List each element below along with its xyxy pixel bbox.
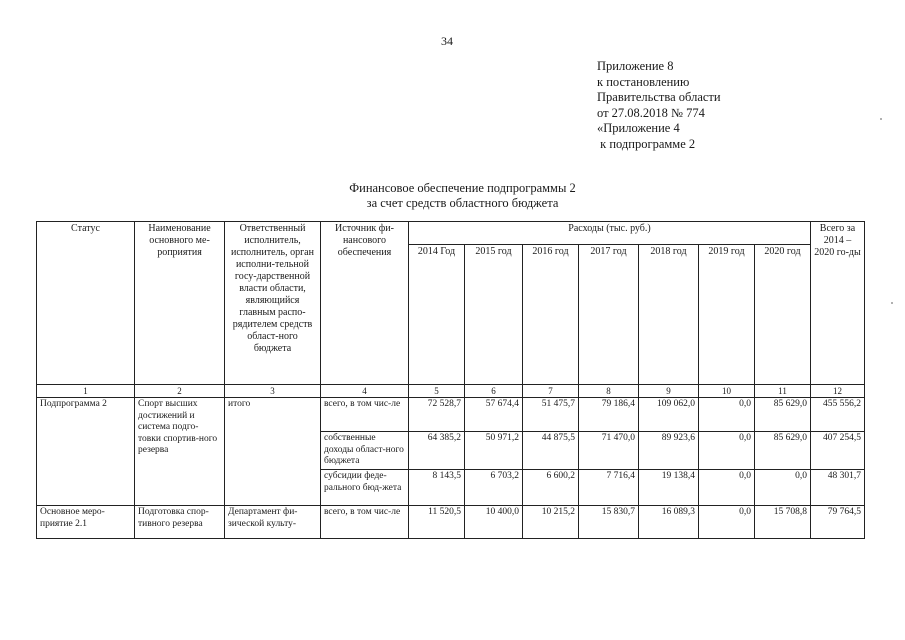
annex-line: Приложение 8 bbox=[597, 59, 674, 73]
value-cell: 11 520,5 bbox=[409, 506, 465, 539]
value-cell: 51 475,7 bbox=[523, 398, 579, 432]
value-cell: 50 971,2 bbox=[465, 432, 523, 470]
table-row bbox=[37, 506, 865, 539]
column-number: 7 bbox=[523, 385, 579, 398]
row-source: субсидии феде-рального бюд-жета bbox=[321, 470, 409, 506]
header-year: 2019 год bbox=[699, 245, 755, 385]
column-number: 10 bbox=[699, 385, 755, 398]
column-number: 5 bbox=[409, 385, 465, 398]
title-line-1: Финансовое обеспечение подпрограммы 2 bbox=[349, 181, 576, 195]
column-number: 12 bbox=[811, 385, 865, 398]
value-cell: 79 186,4 bbox=[579, 398, 639, 432]
value-cell: 16 089,3 bbox=[639, 506, 699, 539]
header-year: 2016 год bbox=[523, 245, 579, 385]
total-cell: 79 764,5 bbox=[811, 506, 865, 539]
row-source: собственные доходы област-ного бюджета bbox=[321, 432, 409, 470]
row-source: всего, в том чис-ле bbox=[321, 506, 409, 539]
scan-speck bbox=[891, 302, 893, 304]
header-total: Всего за 2014 – 2020 го-ды bbox=[811, 222, 865, 385]
column-number: 9 bbox=[639, 385, 699, 398]
row-name: Подготовка спор-тивного резерва bbox=[135, 506, 225, 539]
value-cell: 85 629,0 bbox=[755, 432, 811, 470]
row-responsible: Департамент фи-зической культу- bbox=[225, 506, 321, 539]
value-cell: 19 138,4 bbox=[639, 470, 699, 506]
value-cell: 15 708,8 bbox=[755, 506, 811, 539]
header-year: 2014 Год bbox=[409, 245, 465, 385]
header-row bbox=[37, 222, 865, 245]
table-row bbox=[37, 398, 865, 432]
value-cell: 64 385,2 bbox=[409, 432, 465, 470]
page-number: 34 bbox=[441, 34, 453, 48]
title-line-2: за счет средств областного бюджета bbox=[366, 195, 559, 210]
value-cell: 15 830,7 bbox=[579, 506, 639, 539]
header-name: Наименование основного ме-роприятия bbox=[135, 222, 225, 385]
column-number: 6 bbox=[465, 385, 523, 398]
value-cell: 10 400,0 bbox=[465, 506, 523, 539]
column-number: 3 bbox=[225, 385, 321, 398]
value-cell: 6 600,2 bbox=[523, 470, 579, 506]
value-cell: 8 143,5 bbox=[409, 470, 465, 506]
value-cell: 0,0 bbox=[699, 506, 755, 539]
column-number: 4 bbox=[321, 385, 409, 398]
scan-speck bbox=[880, 118, 882, 120]
value-cell: 85 629,0 bbox=[755, 398, 811, 432]
value-cell: 6 703,2 bbox=[465, 470, 523, 506]
value-cell: 44 875,5 bbox=[523, 432, 579, 470]
header-source: Источник фи-нансового обеспечения bbox=[321, 222, 409, 385]
header-year: 2017 год bbox=[579, 245, 639, 385]
column-number: 2 bbox=[135, 385, 225, 398]
value-cell: 71 470,0 bbox=[579, 432, 639, 470]
column-number-row bbox=[37, 385, 865, 398]
total-cell: 48 301,7 bbox=[811, 470, 865, 506]
header-expenses: Расходы (тыс. руб.) bbox=[409, 222, 811, 245]
row-responsible: итого bbox=[225, 398, 321, 506]
header-year: 2020 год bbox=[755, 245, 811, 385]
value-cell: 0,0 bbox=[755, 470, 811, 506]
header-year: 2018 год bbox=[639, 245, 699, 385]
total-cell: 407 254,5 bbox=[811, 432, 865, 470]
financing-table bbox=[36, 221, 865, 539]
annex-line: к подпрограмме 2 bbox=[597, 136, 696, 151]
total-cell: 455 556,2 bbox=[811, 398, 865, 432]
header-year: 2015 год bbox=[465, 245, 523, 385]
row-status: Основное меро-приятие 2.1 bbox=[37, 506, 135, 539]
value-cell: 0,0 bbox=[699, 470, 755, 506]
value-cell: 109 062,0 bbox=[639, 398, 699, 432]
row-source: всего, в том чис-ле bbox=[321, 398, 409, 432]
document-title bbox=[0, 181, 905, 210]
annex-line: Правительства области bbox=[597, 90, 721, 104]
value-cell: 57 674,4 bbox=[465, 398, 523, 432]
row-name: Спорт высших достижений и система подго-товки спортив-ного резерва bbox=[135, 398, 225, 506]
header-status: Статус bbox=[37, 222, 135, 385]
header-responsible: Ответственный исполнитель, исполнитель, орган исполни-тельной госу-дарственной власти области, являющийся главным распо-рядителем средств област-ного бюджета bbox=[225, 222, 321, 385]
column-number: 8 bbox=[579, 385, 639, 398]
value-cell: 10 215,2 bbox=[523, 506, 579, 539]
annex-line: от 27.08.2018 № 774 bbox=[597, 105, 705, 120]
column-number: 11 bbox=[755, 385, 811, 398]
annex-block bbox=[597, 59, 721, 152]
row-status: Подпрограмма 2 bbox=[37, 398, 135, 506]
value-cell: 72 528,7 bbox=[409, 398, 465, 432]
value-cell: 89 923,6 bbox=[639, 432, 699, 470]
column-number: 1 bbox=[37, 385, 135, 398]
annex-line: к постановлению bbox=[597, 74, 690, 89]
value-cell: 0,0 bbox=[699, 398, 755, 432]
annex-line: «Приложение 4 bbox=[597, 121, 680, 135]
value-cell: 0,0 bbox=[699, 432, 755, 470]
value-cell: 7 716,4 bbox=[579, 470, 639, 506]
